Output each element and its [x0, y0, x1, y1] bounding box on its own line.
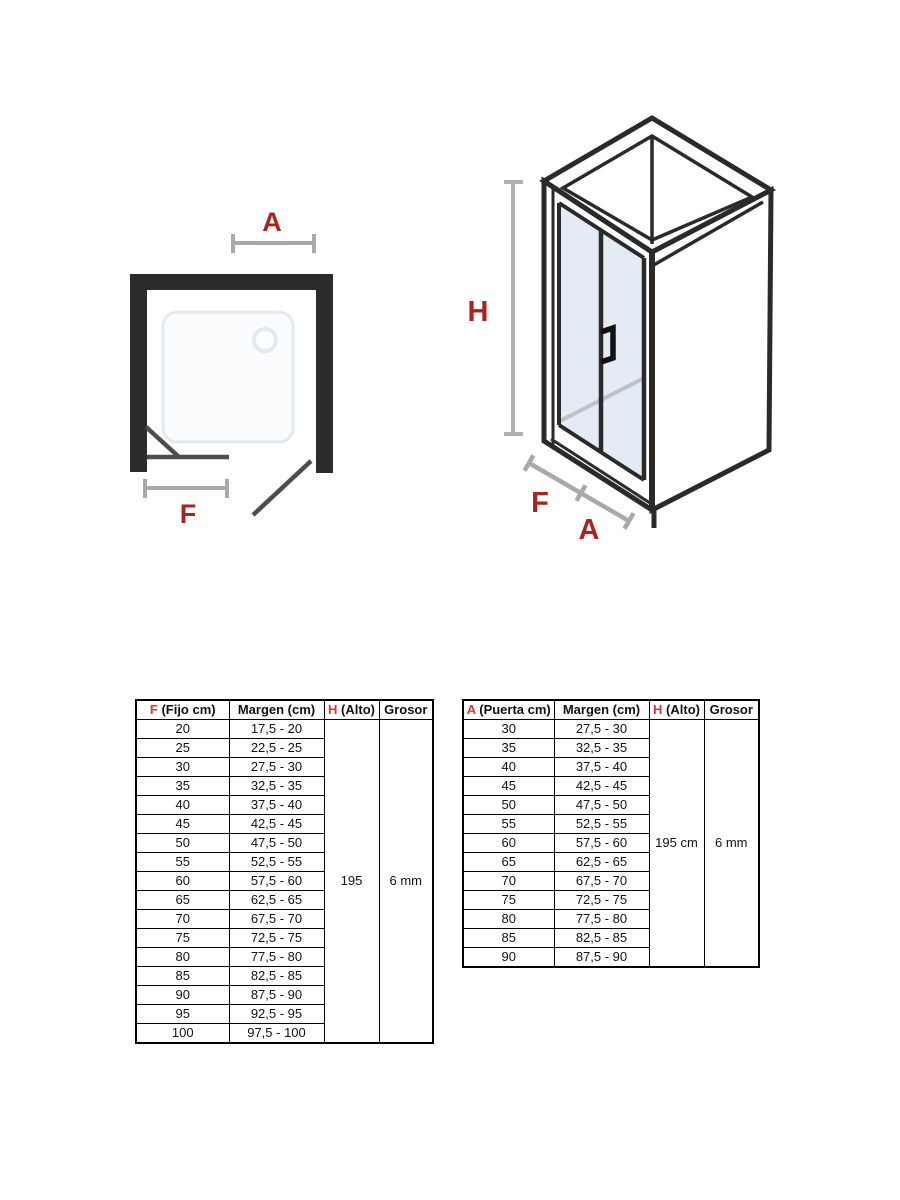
table-row	[136, 720, 433, 739]
cell: 32,5 - 35	[229, 777, 324, 796]
header-row	[136, 700, 433, 720]
cell: 50	[463, 796, 554, 815]
cell: 85	[136, 967, 229, 986]
cell: 47,5 - 50	[554, 796, 649, 815]
cell: 90	[136, 986, 229, 1005]
cell: 30	[136, 758, 229, 777]
cell: 75	[136, 929, 229, 948]
cell: 80	[463, 910, 554, 929]
cell: 35	[463, 739, 554, 758]
column-header: Margen (cm)	[554, 700, 649, 720]
cell: 62,5 - 65	[554, 853, 649, 872]
cell: 32,5 - 35	[554, 739, 649, 758]
cell: 40	[136, 796, 229, 815]
cell: 37,5 - 40	[229, 796, 324, 815]
cell: 57,5 - 60	[229, 872, 324, 891]
cell: 100	[136, 1024, 229, 1044]
cell: 65	[136, 891, 229, 910]
wall-right	[316, 274, 333, 473]
iso-view-diagram	[468, 118, 771, 546]
grosor-merged-cell: 6 mm	[704, 720, 759, 968]
cell: 57,5 - 60	[554, 834, 649, 853]
drain-circle	[254, 329, 276, 351]
cell: 47,5 - 50	[229, 834, 324, 853]
cell: 45	[463, 777, 554, 796]
column-header: Grosor	[379, 700, 433, 720]
label-f-top-view: F	[179, 499, 197, 529]
label-a-top-view: A	[262, 207, 282, 237]
cell: 45	[136, 815, 229, 834]
cell: 67,5 - 70	[229, 910, 324, 929]
cell: 80	[136, 948, 229, 967]
label-a-iso: A	[578, 514, 600, 546]
cell: 40	[463, 758, 554, 777]
wall-left	[130, 274, 147, 472]
door-panel-table	[462, 699, 760, 968]
cell: 27,5 - 30	[554, 720, 649, 739]
cell: 17,5 - 20	[229, 720, 324, 739]
cell: 52,5 - 55	[554, 815, 649, 834]
cell: 87,5 - 90	[229, 986, 324, 1005]
cell: 92,5 - 95	[229, 1005, 324, 1024]
cell: 35	[136, 777, 229, 796]
cell: 77,5 - 80	[229, 948, 324, 967]
cell: 62,5 - 65	[229, 891, 324, 910]
grosor-merged-cell: 6 mm	[379, 720, 433, 1044]
cell: 52,5 - 55	[229, 853, 324, 872]
cell: 55	[136, 853, 229, 872]
cell: 97,5 - 100	[229, 1024, 324, 1044]
glass-panel-right	[601, 230, 644, 480]
cell: 67,5 - 70	[554, 872, 649, 891]
cell: 42,5 - 45	[554, 777, 649, 796]
cell: 87,5 - 90	[554, 948, 649, 968]
label-h-iso: H	[467, 296, 489, 328]
cell: 72,5 - 75	[229, 929, 324, 948]
column-header: F (Fijo cm)	[136, 700, 229, 720]
wall-top	[130, 274, 333, 290]
top-view-diagram	[130, 207, 333, 529]
cell: 25	[136, 739, 229, 758]
cell: 65	[463, 853, 554, 872]
column-header: H (Alto)	[324, 700, 379, 720]
alto-merged-cell: 195	[324, 720, 379, 1044]
cell: 82,5 - 85	[229, 967, 324, 986]
cell: 82,5 - 85	[554, 929, 649, 948]
cell: 22,5 - 25	[229, 739, 324, 758]
column-header: A (Puerta cm)	[463, 700, 554, 720]
column-header: Margen (cm)	[229, 700, 324, 720]
cell: 27,5 - 30	[229, 758, 324, 777]
cell: 85	[463, 929, 554, 948]
cell: 77,5 - 80	[554, 910, 649, 929]
table-row	[463, 720, 759, 739]
cell: 70	[463, 872, 554, 891]
cell: 50	[136, 834, 229, 853]
label-f-iso: F	[531, 487, 549, 519]
cell: 70	[136, 910, 229, 929]
door-swing-line	[253, 461, 311, 515]
cell: 60	[136, 872, 229, 891]
cell: 72,5 - 75	[554, 891, 649, 910]
cell: 20	[136, 720, 229, 739]
cell: 95	[136, 1005, 229, 1024]
fixed-panel-table	[135, 699, 434, 1044]
column-header: Grosor	[704, 700, 759, 720]
cell: 30	[463, 720, 554, 739]
cell: 42,5 - 45	[229, 815, 324, 834]
alto-merged-cell: 195 cm	[649, 720, 704, 968]
glass-panel-left	[559, 203, 601, 452]
cell: 55	[463, 815, 554, 834]
column-header: H (Alto)	[649, 700, 704, 720]
cell: 37,5 - 40	[554, 758, 649, 777]
cell: 90	[463, 948, 554, 968]
header-row	[463, 700, 759, 720]
cell: 60	[463, 834, 554, 853]
cell: 75	[463, 891, 554, 910]
